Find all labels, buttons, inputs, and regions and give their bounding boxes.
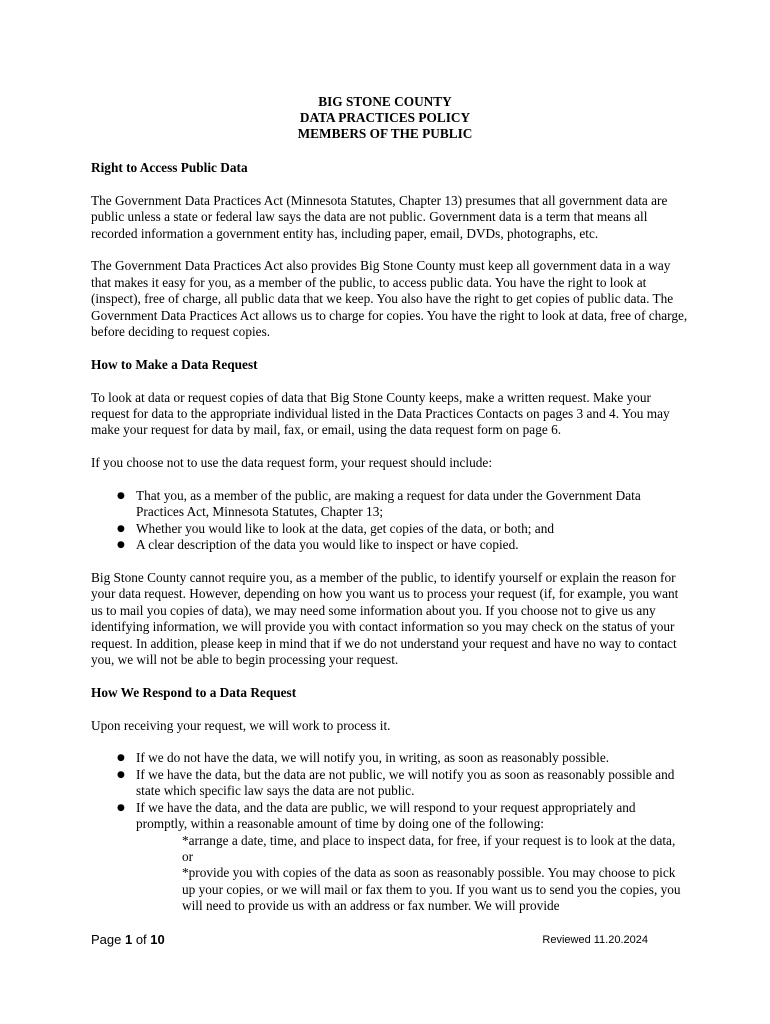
page-total: 10 bbox=[150, 932, 165, 947]
list-item bbox=[117, 750, 689, 766]
bullet-icon: ● bbox=[117, 491, 125, 502]
list-item-text: A clear description of the data you would like to inspect or have copied. bbox=[136, 537, 519, 553]
bullet-icon: ● bbox=[117, 802, 125, 813]
section-heading-how-we-respond: How We Respond to a Data Request bbox=[91, 684, 297, 700]
list-item-text: If we do not have the data, we will notify you, in writing, as soon as reasonably possible. bbox=[136, 750, 610, 766]
sub-item: *arrange a date, time, and place to inspect data, for free, if your request is to look at the data, or bbox=[182, 832, 676, 864]
header-audience: MEMBERS OF THE PUBLIC bbox=[297, 126, 473, 141]
bullet-icon: ● bbox=[117, 753, 125, 764]
paragraph: Upon receiving your request, we will work to process it. bbox=[91, 717, 391, 733]
of-word: of bbox=[132, 932, 151, 947]
header-policy: DATA PRACTICES POLICY bbox=[299, 110, 471, 125]
list-item bbox=[117, 520, 689, 537]
bullet-list bbox=[91, 488, 689, 554]
paragraph: If you choose not to use the data request form, your request should include: bbox=[91, 455, 493, 471]
document-header bbox=[0, 94, 770, 142]
page-current: 1 bbox=[124, 932, 133, 947]
document-body bbox=[91, 160, 689, 915]
section-heading-right-to-access: Right to Access Public Data bbox=[91, 160, 248, 175]
page-word: Page bbox=[91, 932, 125, 947]
reviewed-date: Reviewed 11.20.2024 bbox=[542, 934, 648, 946]
list-item-text: If we have the data, but the data are not public, we will notify you as soon as reasonably possible and state which specific law says the data are not public. bbox=[136, 766, 675, 799]
list-item-text: If we have the data, and the data are public, we will respond to your request appropriately and promptly, within a reasonable amount of time by doing one of the following: bbox=[136, 799, 636, 832]
list-item bbox=[117, 537, 689, 553]
paragraph: To look at data or request copies of data that Big Stone County keeps, make a written request. Make your request for data to the appropriate individual listed in the Data Practices Contacts on pages 3 and 4. You may make your request for data by mail, fax, or email, using the data request form on page 6. bbox=[91, 389, 670, 438]
list-item-text: Whether you would like to look at the data, get copies of the data, or both; and bbox=[136, 520, 554, 536]
sub-item: *provide you with copies of the data as soon as reasonably possible. You may choose to pick up your copies, or we will mail or fax them to you. If you want us to send you the copies, you will need to provide us with an address or fax number. We will provide bbox=[182, 865, 681, 914]
list-item bbox=[117, 799, 689, 915]
paragraph: Big Stone County cannot require you, as a member of the public, to identify yourself or explain the reason for your data request. However, depending on how you want us to process your request (if, for example, you want us to mail you copies of data), we may need some information about you. If you choose not to give us any identifying information, we will provide you with contact information so you may check on the status of your request. In addition, please keep in mind that if we do not understand your request and have no way to contact you, we will not be able to begin processing your request. bbox=[91, 570, 679, 668]
bullet-list bbox=[91, 750, 689, 914]
list-item bbox=[117, 766, 689, 800]
page-number bbox=[91, 932, 165, 947]
list-item-text: That you, as a member of the public, are making a request for data under the Government Data Practices Act, Minnesota Statutes, Chapter 13; bbox=[136, 488, 641, 520]
bullet-icon: ● bbox=[117, 523, 125, 534]
list-item bbox=[117, 488, 689, 521]
paragraph: The Government Data Practices Act (Minnesota Statutes, Chapter 13) presumes that all government data are public unless a state or federal law says the data are not public. Government data is a term that means all recorded information a government entity has, including paper, email, DVDs, photographs, etc. bbox=[91, 192, 668, 241]
header-county: BIG STONE COUNTY bbox=[318, 94, 452, 109]
bullet-icon: ● bbox=[117, 540, 125, 551]
section-heading-make-request: How to Make a Data Request bbox=[91, 356, 258, 372]
bullet-icon: ● bbox=[117, 769, 125, 780]
paragraph: The Government Data Practices Act also provides Big Stone County must keep all government data in a way that makes it easy for you, as a member of the public, to access public data. You have the right to look at (inspect), free of charge, all public data that we keep. You also have the right to get copies of public data. The Government Data Practices Act allows us to charge for copies. You have the right to look at data, free of charge, before deciding to request copies. bbox=[91, 258, 688, 340]
